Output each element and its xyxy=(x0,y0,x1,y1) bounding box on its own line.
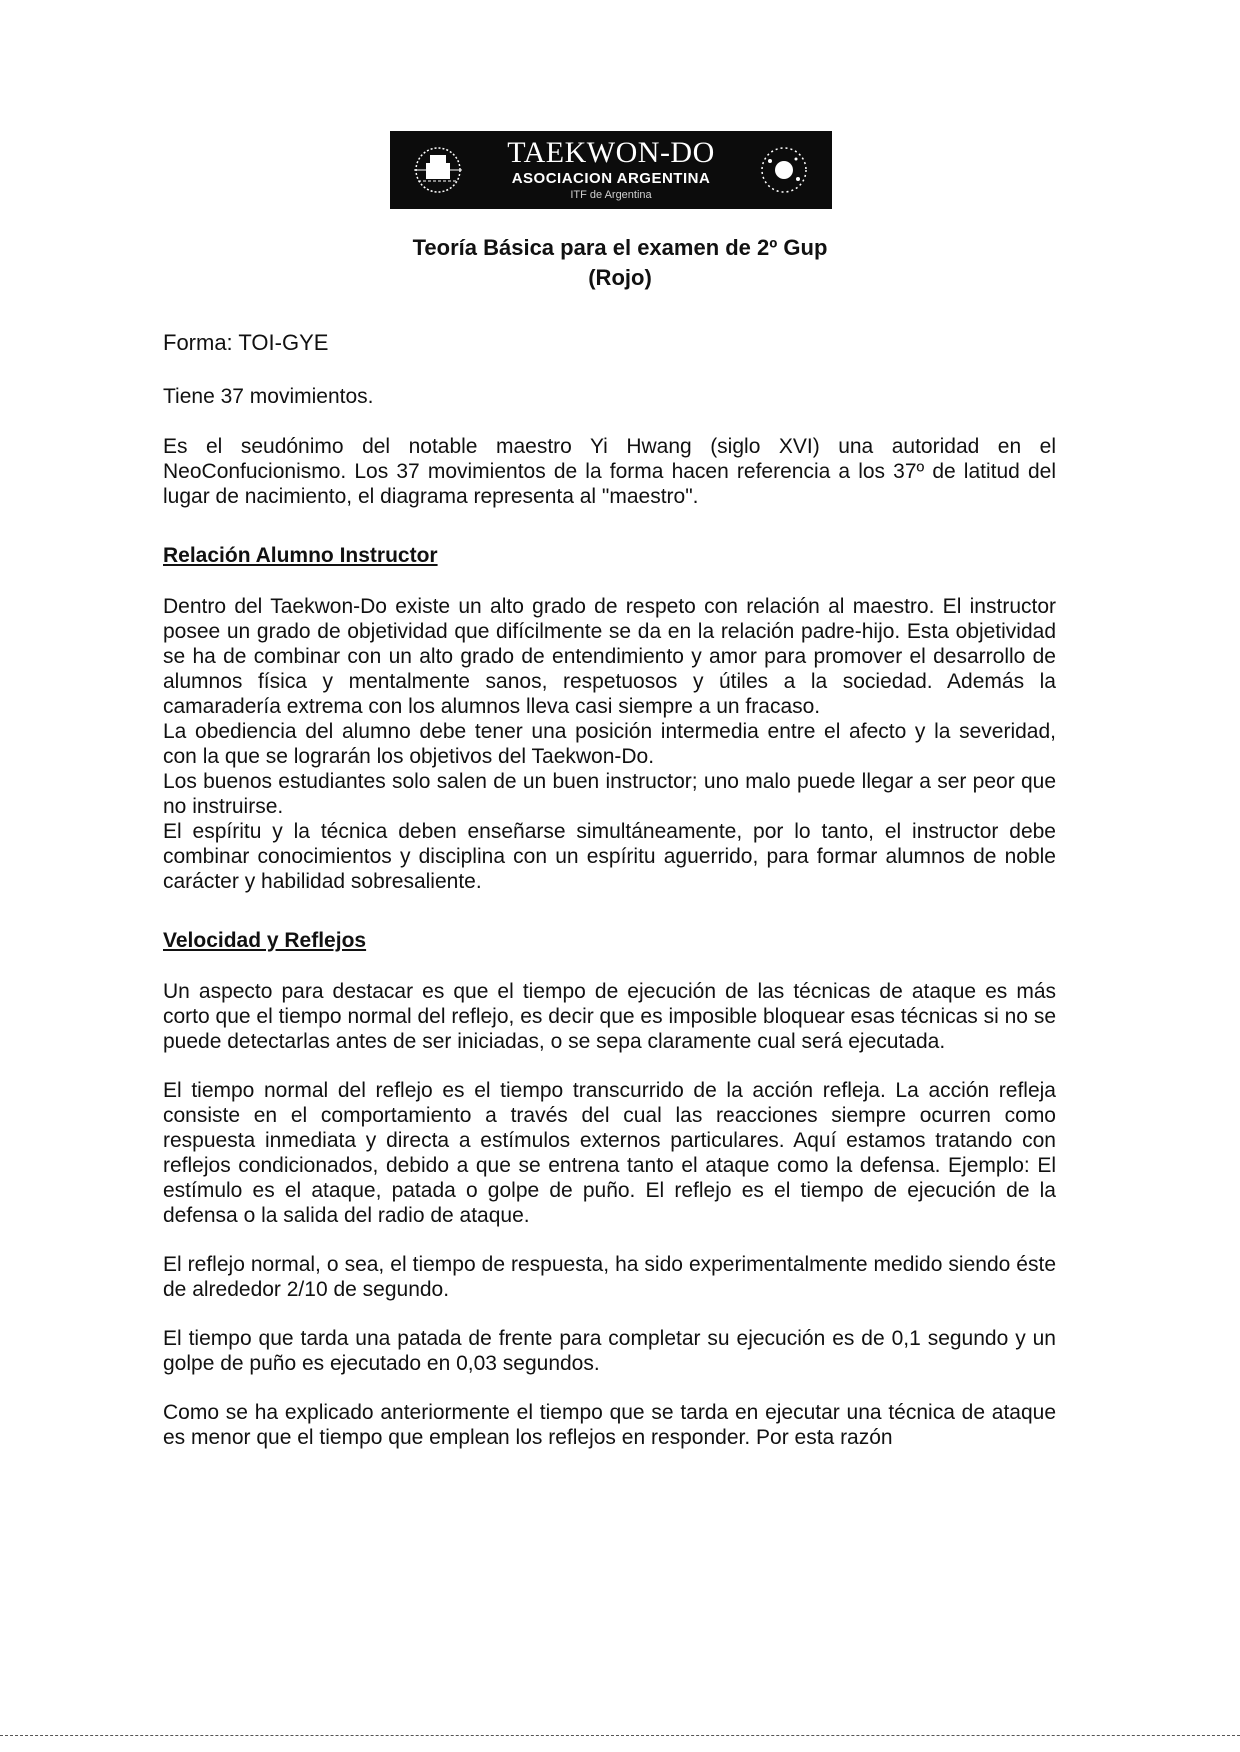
forma-heading: Forma: TOI-GYE xyxy=(163,330,329,355)
document-body xyxy=(163,330,1056,1450)
relacion-paragraph: La obediencia del alumno debe tener una posición intermedia entre el afecto y la severidad, con la que se lograrán los objetivos del Taekwon-Do. xyxy=(163,720,1056,768)
velocidad-paragraph: El tiempo que tarda una patada de frente para completar su ejecución es de 0,1 segundo y un golpe de puño es ejecutado en 0,03 segundos. xyxy=(163,1327,1056,1375)
banner-small-text: ITF de Argentina xyxy=(570,189,652,201)
forma-moves: Tiene 37 movimientos. xyxy=(163,385,374,408)
header-banner xyxy=(390,131,832,209)
forma-description: Es el seudónimo del notable maestro Yi Hwang (siglo XVI) una autoridad en el NeoConfucionismo. Los 37 movimientos de la forma hacen referencia a los 37º de latitud del lugar de nacimiento, el diagrama representa al "maestro". xyxy=(163,435,1056,508)
velocidad-paragraph: Un aspecto para destacar es que el tiempo de ejecución de las técnicas de ataque es más corto que el tiempo normal del reflejo, es decir que es imposible bloquear esas técnicas si no se puede detectarlas antes de ser iniciadas, o se sepa claramente cual será ejecutada. xyxy=(163,980,1056,1053)
document-title-line-2: (Rojo) xyxy=(588,265,652,290)
velocidad-paragraph: El tiempo normal del reflejo es el tiempo transcurrido de la acción refleja. La acción refleja consiste en el comportamiento a través del cual las reacciones siempre ocurren como respuesta inmediata y directa a estímulos externos particulares. Aquí estamos tratando con reflejos condicionados, debido a que se entrena tanto el ataque como la defensa. Ejemplo: El estímulo es el ataque, patada o golpe de puño. El reflejo es el tiempo de ejecución de la defensa o la salida del radio de ataque. xyxy=(163,1079,1056,1227)
relacion-paragraph: El espíritu y la técnica deben enseñarse simultáneamente, por lo tanto, el instructor debe combinar conocimientos y disciplina con un espíritu aguerrido, para formar alumnos de noble carácter y habilidad sobresaliente. xyxy=(163,820,1056,893)
velocidad-paragraph: El reflejo normal, o sea, el tiempo de respuesta, ha sido experimentalmente medido siendo éste de alrededor 2/10 de segundo. xyxy=(163,1253,1056,1301)
section-heading-relacion: Relación Alumno Instructor xyxy=(163,544,438,567)
velocidad-paragraph: Como se ha explicado anteriormente el tiempo que se tarda en ejecutar una técnica de ataque es menor que el tiempo que emplean los reflejos en responder. Por esta razón xyxy=(163,1401,1056,1449)
banner-title: TAEKWON-DO xyxy=(507,136,715,169)
banner-subtitle: ASOCIACION ARGENTINA xyxy=(511,170,711,187)
page-bottom-rule xyxy=(0,1735,1240,1736)
globe-emblem-icon xyxy=(754,141,814,199)
relacion-paragraph: Los buenos estudiantes solo salen de un buen instructor; uno malo puede llegar a ser peor que no instruirse. xyxy=(163,770,1056,818)
document-title-line-1: Teoría Básica para el examen de 2º Gup xyxy=(412,235,828,260)
section-heading-velocidad: Velocidad y Reflejos xyxy=(163,929,367,952)
document-title xyxy=(0,233,1240,293)
relacion-paragraph: Dentro del Taekwon-Do existe un alto grado de respeto con relación al maestro. El instructor posee un grado de objetividad que difícilmente se da en la relación padre-hijo. Esta objetividad se ha de combinar con un alto grado de entendimiento y amor para promover el desarrollo de alumnos física y mentalmente sanos, respetuosos y útiles a la sociedad. Además la camaradería extrema con los alumnos lleva casi siempre a un fracaso. xyxy=(163,595,1056,718)
